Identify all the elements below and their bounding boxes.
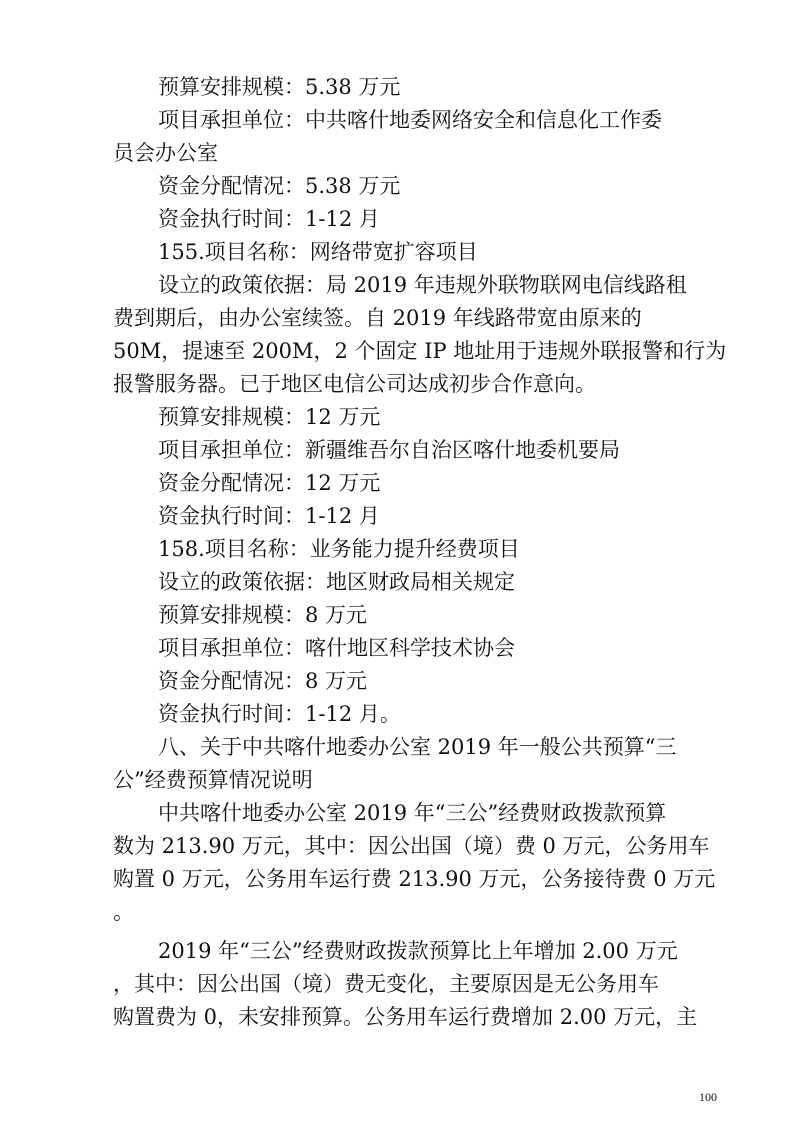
text-line-budget-scale-3: 预算安排规模：8 万元 [158, 603, 368, 627]
paragraph-line-3: 购置 0 万元，公务用车运行费 213.90 万元，公务接待费 0 万元 [113, 867, 716, 891]
paragraph-line-1: 中共喀什地委办公室 2019 年“三公”经费财政拨款预算 [158, 801, 667, 825]
text-line-policy-basis-155: 设立的政策依据：局 2019 年违规外联物联网电信线路租 [158, 273, 687, 297]
text-line-fund-execution-2: 资金执行时间：1-12 月 [158, 504, 380, 528]
text-line-undertaking-unit-1: 项目承担单位：中共喀什地委网络安全和信息化工作委 [158, 108, 662, 132]
text-line-policy-basis-155-cont-3: 报警服务器。已于地区电信公司达成初步合作意向。 [113, 372, 596, 396]
text-line-policy-basis-158: 设立的政策依据：地区财政局相关规定 [158, 570, 515, 594]
text-line-fund-allocation-3: 资金分配情况：8 万元 [158, 669, 368, 693]
text-line-fund-execution-3: 资金执行时间：1-12 月。 [158, 702, 401, 726]
text-line-budget-scale-2: 预算安排规模：12 万元 [158, 405, 381, 429]
text-line-fund-allocation-2: 资金分配情况：12 万元 [158, 471, 381, 495]
text-line-budget-scale-1: 预算安排规模：5.38 万元 [158, 75, 401, 99]
paragraph-2-line-3: 购置费为 0，未安排预算。公务用车运行费增加 2.00 万元，主 [113, 1005, 698, 1029]
paragraph-2-line-1: 2019 年“三公”经费财政拨款预算比上年增加 2.00 万元 [158, 939, 678, 963]
text-line-policy-basis-155-cont-1: 费到期后，由办公室续签。自 2019 年线路带宽由原来的 [113, 306, 642, 330]
text-line-policy-basis-155-cont-2: 50M，提速至 200M，2 个固定 IP 地址用于违规外联报警和行为 [113, 339, 727, 363]
paragraph-2-line-2: ，其中：因公出国（境）费无变化，主要原因是无公务用车 [113, 972, 659, 996]
text-line-undertaking-unit-2: 项目承担单位：新疆维吾尔自治区喀什地委机要局 [158, 438, 620, 462]
section-heading-eight-cont: 公”经费预算情况说明 [113, 768, 313, 792]
text-line-fund-allocation-1: 资金分配情况：5.38 万元 [158, 174, 401, 198]
text-line-fund-execution-1: 资金执行时间：1-12 月 [158, 207, 380, 231]
paragraph-line-4: 。 [113, 900, 134, 924]
text-line-undertaking-unit-1-cont: 员会办公室 [113, 141, 218, 165]
page-number: 100 [699, 1090, 717, 1104]
text-line-undertaking-unit-3: 项目承担单位：喀什地区科学技术协会 [158, 636, 515, 660]
section-heading-eight: 八、关于中共喀什地委办公室 2019 年一般公共预算“三 [158, 735, 677, 759]
text-line-project-name-158: 158.项目名称：业务能力提升经费项目 [158, 537, 520, 561]
paragraph-line-2: 数为 213.90 万元，其中：因公出国（境）费 0 万元，公务用车 [113, 834, 710, 858]
text-line-project-name-155: 155.项目名称：网络带宽扩容项目 [158, 240, 478, 264]
